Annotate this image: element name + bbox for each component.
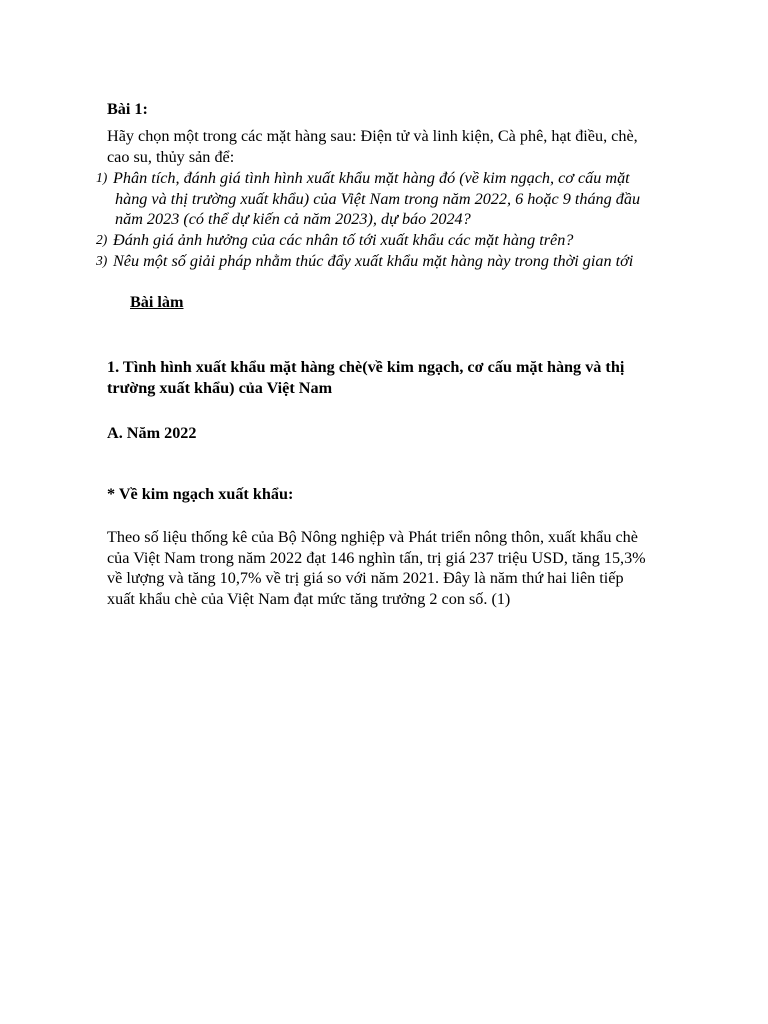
paragraph-line: Theo số liệu thống kê của Bộ Nông nghiệp và Phát triển nông thôn, xuất khẩu chè [107, 528, 638, 546]
task-item-2 [96, 230, 716, 251]
task-line: hàng và thị trường xuất khẩu) của Việt Nam trong năm 2022, 6 hoặc 9 tháng đầu [115, 189, 641, 208]
task-number: 2) [96, 232, 108, 247]
task-number: 3) [96, 253, 108, 268]
section-heading-line: trường xuất khẩu) của Việt Nam [107, 378, 333, 397]
task-number: 1) [96, 170, 108, 185]
subsection-heading: * Về kim ngạch xuất khẩu: [107, 485, 294, 503]
section-heading [107, 357, 687, 398]
task-line: Nêu một số giải pháp nhằm thúc đẩy xuất khẩu mặt hàng này trong thời gian tới [113, 252, 634, 270]
task-text [113, 251, 703, 272]
task-line: Đánh giá ảnh hưởng của các nhân tố tới xuất khẩu các mặt hàng trên? [113, 231, 574, 249]
subsection-heading: A. Năm 2022 [107, 424, 197, 442]
paragraph-line: về lượng và tăng 10,7% về trị giá so với năm 2021. Đây là năm thứ hai liên tiếp [107, 569, 624, 587]
task-line: năm 2023 (có thể dự kiến cả năm 2023), dự báo 2024? [115, 210, 471, 228]
task-text [113, 168, 703, 230]
paragraph-line: của Việt Nam trong năm 2022 đạt 146 nghìn tấn, trị giá 237 triệu USD, tăng 15,3% [107, 548, 646, 567]
task-item-1 [96, 168, 716, 230]
intro-line: cao su, thủy sản để: [107, 147, 235, 166]
exercise-intro [107, 126, 707, 167]
task-text [113, 230, 703, 251]
body-paragraph [107, 527, 707, 609]
task-line: Phân tích, đánh giá tình hình xuất khẩu mặt hàng đó (về kim ngạch, cơ cấu mặt [113, 169, 630, 187]
section-heading-line: 1. Tình hình xuất khẩu mặt hàng chè(về kim ngạch, cơ cấu mặt hàng và thị [107, 358, 625, 376]
intro-line: Hãy chọn một trong các mặt hàng sau: Điện tử và linh kiện, Cà phê, hạt điều, chè, [107, 127, 638, 145]
exercise-title: Bài 1: [107, 100, 148, 118]
task-item-3 [96, 251, 716, 272]
paragraph-line: xuất khẩu chè của Việt Nam đạt mức tăng trưởng 2 con số. (1) [107, 589, 511, 608]
answer-title: Bài làm [130, 293, 184, 311]
